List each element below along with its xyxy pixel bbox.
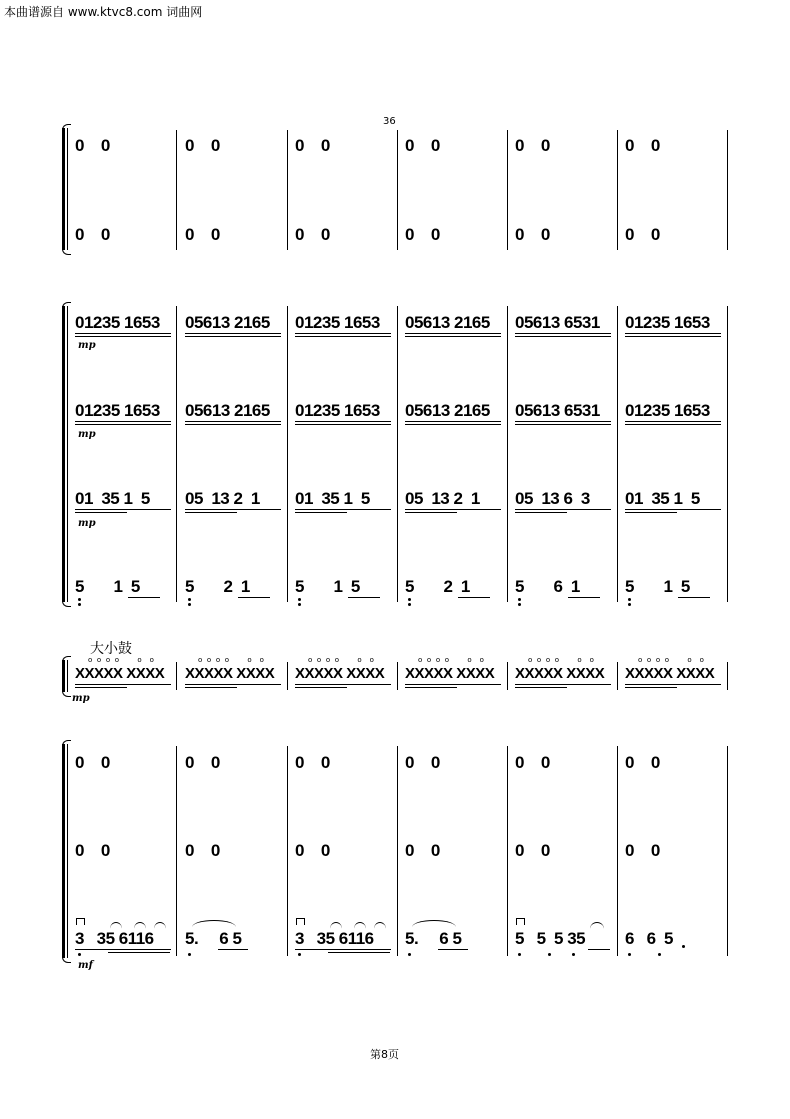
measure: 5 5 5 35 xyxy=(515,929,586,948)
beam xyxy=(515,509,611,510)
measure: 05613 6531 xyxy=(515,313,600,332)
measure: XXXXX XXXX xyxy=(295,665,385,682)
measure: 0 0 xyxy=(75,753,110,772)
dynamic-mark: mp xyxy=(72,693,90,704)
beam xyxy=(515,684,611,685)
beam xyxy=(185,509,281,510)
measure: 0 0 xyxy=(405,841,440,860)
beam xyxy=(328,952,390,953)
beam xyxy=(185,684,281,685)
dynamic-mark: mf xyxy=(78,960,93,971)
measure: 05 13 6 3 xyxy=(515,489,590,508)
beam xyxy=(625,421,721,422)
system-bracket xyxy=(62,744,65,958)
beam xyxy=(515,333,611,334)
beam xyxy=(295,509,391,510)
beam xyxy=(295,687,347,688)
beam xyxy=(75,336,171,337)
barline xyxy=(727,662,728,690)
measure-number: 36 xyxy=(383,116,396,127)
octave-dot xyxy=(572,953,575,956)
measure: 0 0 xyxy=(625,225,660,244)
measure: 01 35 1 5 xyxy=(75,489,150,508)
measure: 0 0 xyxy=(295,841,330,860)
measure: 05 13 2 1 xyxy=(185,489,260,508)
octave-dot xyxy=(298,598,301,601)
slur xyxy=(110,922,122,929)
beam xyxy=(75,684,171,685)
beam xyxy=(348,597,380,598)
barline xyxy=(176,306,177,602)
system-line xyxy=(67,128,68,250)
measure: 01235 1653 xyxy=(625,401,710,420)
dynamic-mark: mp xyxy=(78,340,96,351)
beam xyxy=(75,687,127,688)
measure: 0 0 xyxy=(185,225,220,244)
system-bracket xyxy=(62,306,65,602)
page-footer: 第8页 xyxy=(370,1048,399,1061)
measure: 05613 2165 xyxy=(185,401,270,420)
measure: 0 0 xyxy=(515,225,550,244)
bow-mark xyxy=(516,918,525,925)
octave-dot xyxy=(518,603,521,606)
barline xyxy=(287,746,288,956)
beam xyxy=(515,424,611,425)
octave-dot xyxy=(78,603,81,606)
measure: 0 0 xyxy=(185,841,220,860)
barline xyxy=(617,306,618,602)
measure: 5 2 1 xyxy=(405,577,470,596)
accent-marks: o o o o o o xyxy=(638,656,706,664)
measure: 3 35 6116 xyxy=(75,929,154,948)
source-header: 本曲谱源自 www.ktvc8.com 词曲网 xyxy=(4,5,203,19)
beam xyxy=(295,684,391,685)
system-bracket xyxy=(62,128,65,250)
beam xyxy=(295,512,347,513)
beam xyxy=(218,949,248,950)
beam xyxy=(75,424,171,425)
slur xyxy=(354,922,366,929)
system-line xyxy=(67,660,68,692)
barline xyxy=(397,306,398,602)
beam xyxy=(295,421,391,422)
slur xyxy=(374,922,386,929)
measure: 0 0 xyxy=(515,753,550,772)
barline xyxy=(507,306,508,602)
measure: 3 35 6116 xyxy=(295,929,374,948)
barline xyxy=(397,746,398,956)
barline xyxy=(727,746,728,956)
beam xyxy=(75,949,171,950)
beam xyxy=(295,333,391,334)
beam xyxy=(185,512,237,513)
beam xyxy=(405,336,501,337)
slur xyxy=(330,922,342,929)
measure: 5. 6 5 xyxy=(405,929,462,948)
octave-dot xyxy=(78,953,81,956)
instrument-label: 大小鼓 xyxy=(90,641,132,657)
octave-dot xyxy=(188,603,191,606)
measure: 0 0 xyxy=(515,841,550,860)
system-bracket xyxy=(62,660,65,692)
measure: 01235 1653 xyxy=(625,313,710,332)
measure: XXXXX XXXX xyxy=(625,665,715,682)
octave-dot xyxy=(628,603,631,606)
slur xyxy=(590,922,604,929)
octave-dot xyxy=(408,598,411,601)
measure: 05613 2165 xyxy=(185,313,270,332)
slur xyxy=(154,922,166,929)
accent-marks: o o o o o o xyxy=(198,656,266,664)
beam xyxy=(678,597,710,598)
beam xyxy=(625,687,677,688)
beam xyxy=(75,509,171,510)
bow-mark xyxy=(296,918,305,925)
accent-marks: o o o o o o xyxy=(418,656,486,664)
measure: 0 0 xyxy=(295,753,330,772)
octave-dot xyxy=(408,953,411,956)
beam xyxy=(185,421,281,422)
beam xyxy=(625,509,721,510)
accent-marks: o o o o o o xyxy=(308,656,376,664)
slur xyxy=(134,922,146,929)
measure: 0 0 xyxy=(625,841,660,860)
measure: XXXXX XXXX xyxy=(185,665,275,682)
system-line xyxy=(67,306,68,602)
beam xyxy=(405,684,501,685)
measure: XXXXX XXXX xyxy=(515,665,605,682)
beam xyxy=(405,333,501,334)
measure: 01235 1653 xyxy=(295,401,380,420)
beam xyxy=(625,684,721,685)
measure: 5 6 1 xyxy=(515,577,580,596)
octave-dot xyxy=(628,598,631,601)
octave-dot xyxy=(188,598,191,601)
barline xyxy=(617,662,618,690)
beam xyxy=(75,421,171,422)
measure: 01235 1653 xyxy=(75,401,160,420)
beam xyxy=(108,952,170,953)
beam xyxy=(625,424,721,425)
measure: 01 35 1 5 xyxy=(295,489,370,508)
bow-mark xyxy=(76,918,85,925)
measure: XXXXX XXXX xyxy=(75,665,165,682)
octave-dot xyxy=(298,953,301,956)
measure: 01235 1653 xyxy=(75,313,160,332)
beam xyxy=(625,336,721,337)
beam xyxy=(185,424,281,425)
measure: 05613 2165 xyxy=(405,401,490,420)
accent-marks: o o o o o o xyxy=(88,656,156,664)
barline xyxy=(507,662,508,690)
measure: 0 0 xyxy=(75,225,110,244)
barline xyxy=(287,306,288,602)
octave-dot xyxy=(518,598,521,601)
barline xyxy=(176,746,177,956)
dynamic-mark: mp xyxy=(78,518,96,529)
measure: 0 0 xyxy=(75,841,110,860)
measure: 0 0 xyxy=(625,753,660,772)
octave-dot xyxy=(548,953,551,956)
measure: 0 0 xyxy=(405,753,440,772)
measure: 0 0 xyxy=(515,136,550,155)
beam xyxy=(238,597,270,598)
octave-dot xyxy=(518,953,521,956)
octave-dot xyxy=(628,953,631,956)
beam xyxy=(295,949,391,950)
dynamic-mark: mp xyxy=(78,429,96,440)
measure: 05 13 2 1 xyxy=(405,489,480,508)
measure: 5 1 5 xyxy=(75,577,140,596)
beam xyxy=(588,949,610,950)
beam xyxy=(405,421,501,422)
slur xyxy=(192,920,236,927)
beam xyxy=(625,333,721,334)
octave-dot xyxy=(658,953,661,956)
octave-dot xyxy=(78,598,81,601)
barline xyxy=(727,130,728,250)
barline xyxy=(617,130,618,250)
barline xyxy=(507,130,508,250)
beam xyxy=(185,333,281,334)
measure: 0 0 xyxy=(295,225,330,244)
measure: 05613 6531 xyxy=(515,401,600,420)
measure: 5 1 5 xyxy=(295,577,360,596)
octave-dot xyxy=(682,945,685,948)
measure: 0 0 xyxy=(185,136,220,155)
measure: 0 0 xyxy=(405,136,440,155)
measure: 6 6 5 xyxy=(625,929,673,948)
octave-dot xyxy=(188,953,191,956)
beam xyxy=(515,336,611,337)
barline xyxy=(617,746,618,956)
measure: 01235 1653 xyxy=(295,313,380,332)
barline xyxy=(397,662,398,690)
beam xyxy=(515,421,611,422)
beam xyxy=(75,333,171,334)
measure: 0 0 xyxy=(185,753,220,772)
barline xyxy=(176,130,177,250)
beam xyxy=(625,512,677,513)
measure: 0 0 xyxy=(405,225,440,244)
beam xyxy=(405,512,457,513)
system-line xyxy=(67,744,68,958)
beam xyxy=(75,512,127,513)
barline xyxy=(727,306,728,602)
beam xyxy=(405,424,501,425)
barline xyxy=(397,130,398,250)
beam xyxy=(185,336,281,337)
barline xyxy=(176,662,177,690)
barline xyxy=(287,662,288,690)
beam xyxy=(295,336,391,337)
beam xyxy=(405,687,457,688)
measure: 05613 2165 xyxy=(405,313,490,332)
measure: 5 2 1 xyxy=(185,577,250,596)
beam xyxy=(458,597,490,598)
slur xyxy=(412,920,456,927)
barline xyxy=(287,130,288,250)
beam xyxy=(405,509,501,510)
measure: 0 0 xyxy=(295,136,330,155)
beam xyxy=(515,687,567,688)
measure: 0 0 xyxy=(75,136,110,155)
octave-dot xyxy=(298,603,301,606)
beam xyxy=(515,512,567,513)
measure: 5 1 5 xyxy=(625,577,690,596)
beam xyxy=(295,424,391,425)
measure: 0 0 xyxy=(625,136,660,155)
beam xyxy=(438,949,468,950)
octave-dot xyxy=(408,603,411,606)
measure: XXXXX XXXX xyxy=(405,665,495,682)
accent-marks: o o o o o o xyxy=(528,656,596,664)
measure: 01 35 1 5 xyxy=(625,489,700,508)
beam xyxy=(568,597,600,598)
barline xyxy=(507,746,508,956)
measure: 5. 6 5 xyxy=(185,929,242,948)
beam xyxy=(128,597,160,598)
beam xyxy=(185,687,237,688)
